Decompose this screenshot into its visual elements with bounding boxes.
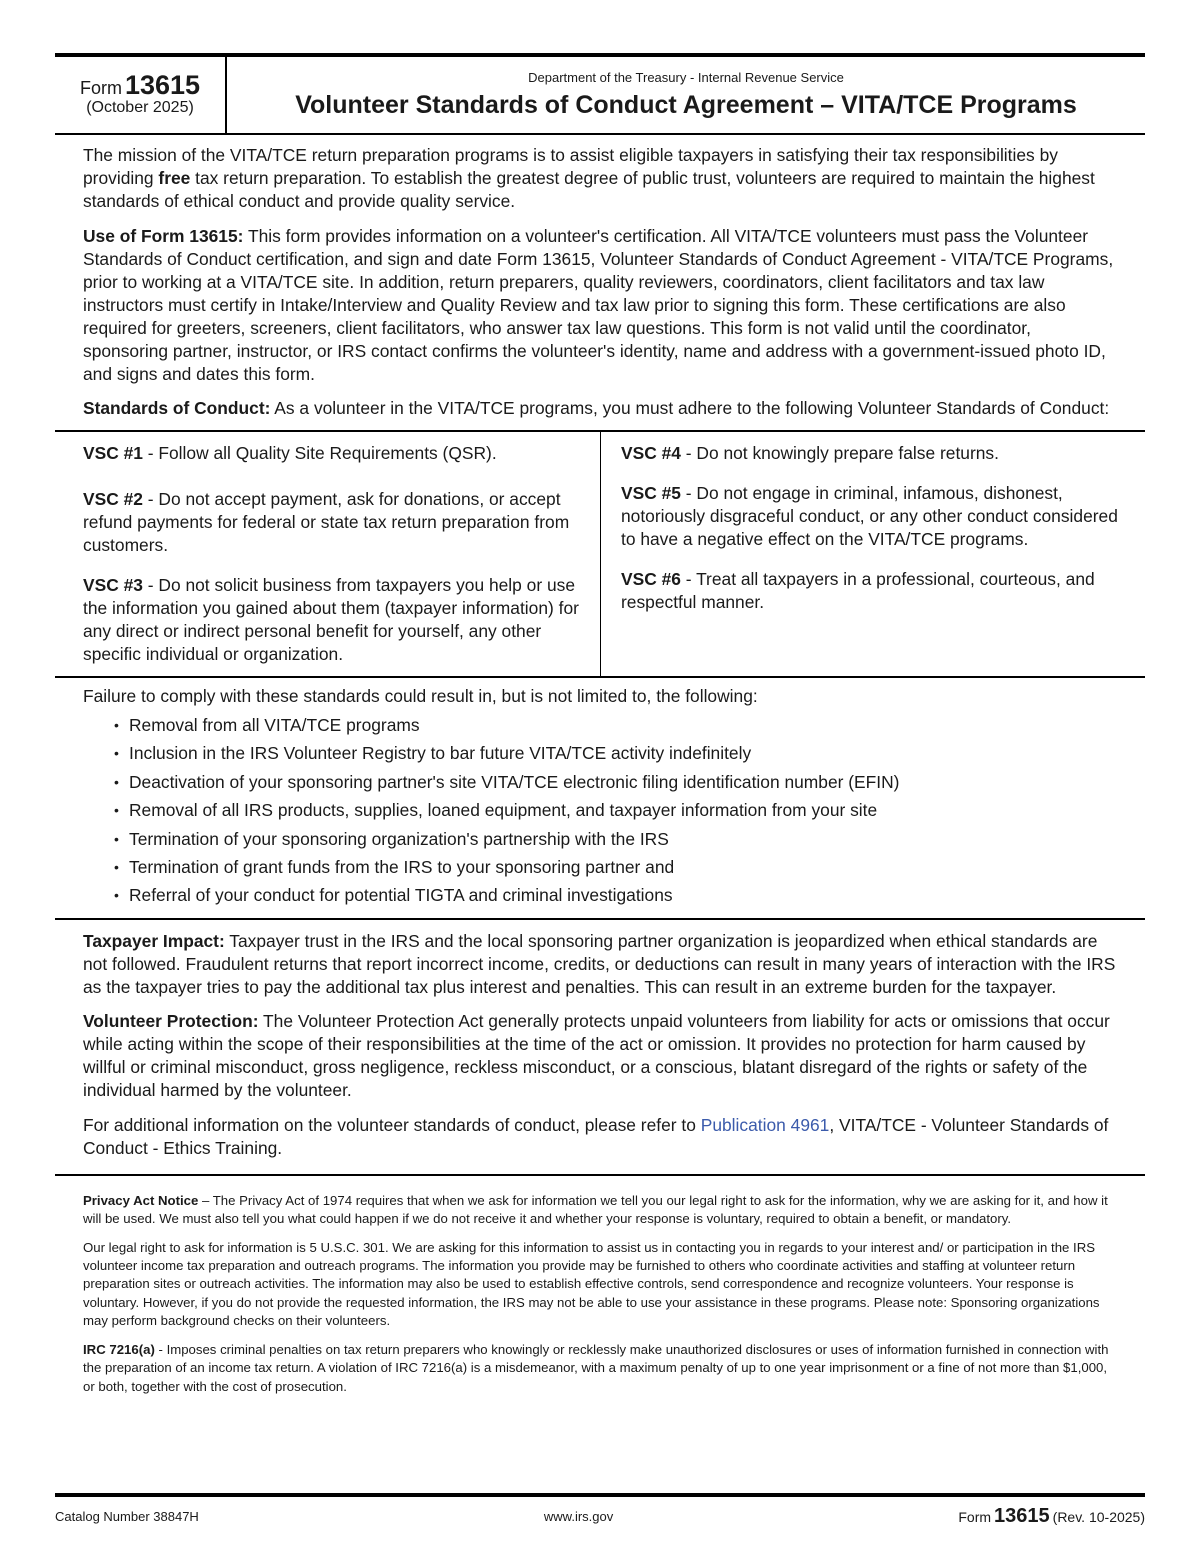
vsc-5-text: - Do not engage in criminal, infamous, dishonest, notoriously disgraceful conduct, or any other conduct considered to have a negative effect on the VITA/TCE programs.	[621, 483, 1118, 549]
form-number-line	[79, 69, 201, 100]
vsc-1-text: - Follow all Quality Site Requirements (QSR).	[142, 443, 497, 463]
privacy-notice-text: – The Privacy Act of 1974 requires that when we ask for information we tell you our legal right to ask for the information, why we are asking for it, and how it will be used. We must also tell you what could happen if we do not receive it and whether your response is voluntary, required to obtain a benefit, or mandatory.	[83, 1192, 1108, 1227]
vsc-4	[621, 442, 1131, 465]
bullet-icon: •	[114, 745, 119, 762]
failure-item-text: Termination of grant funds from the IRS to your sponsoring partner and	[129, 857, 675, 878]
failure-item-text: Termination of your sponsoring organization's partnership with the IRS	[129, 828, 669, 849]
list-item	[114, 796, 1117, 824]
vsc-3-text: - Do not solicit business from taxpayers you help or use the information you gained about them (taxpayer information) for any direct or indirect personal benefit for yourself, any other specific individual or organization.	[83, 575, 579, 664]
list-item	[114, 768, 1117, 796]
intro-section	[55, 135, 1145, 420]
standards-text: As a volunteer in the VITA/TCE programs, you must adhere to the following Volunteer Standards of Conduct:	[270, 398, 1110, 418]
form-date: (October 2025)	[86, 98, 194, 116]
vsc-3	[83, 574, 586, 666]
irc-7216-label: IRC 7216(a)	[83, 1341, 155, 1357]
use-paragraph	[83, 225, 1117, 386]
vsc-3-label: VSC #3	[83, 575, 143, 595]
vsc-6-label: VSC #6	[621, 569, 681, 589]
footer-form-label: Form	[958, 1509, 992, 1525]
failure-item-text: Referral of your conduct for potential TIGTA and criminal investigations	[129, 885, 673, 906]
vsc-4-text: - Do not knowingly prepare false returns.	[680, 443, 999, 463]
form-header	[55, 57, 1145, 135]
footer-revision: (Rev. 10-2025)	[1052, 1509, 1145, 1525]
form-title-box	[227, 57, 1145, 133]
impact-section	[55, 920, 1145, 1174]
taxpayer-impact-paragraph	[83, 930, 1117, 999]
form-id-box	[55, 57, 227, 133]
list-item	[114, 711, 1117, 739]
form-label: Form	[79, 77, 122, 98]
legal-right-paragraph: Our legal right to ask for information is 5 U.S.C. 301. We are asking for this information to assist us in contacting you in regards to your interest and/ or participation in the IRS volunteer income tax preparation and outreach programs. The information you provide may be furnished to others who coordinate activities and staffing at volunteer return preparation sites or outreach activities. The information may also be used to establish effective controls, send correspondence and recognize volunteers. Your response is voluntary. However, if you do not provide the requested information, the IRS may not be able to use your assistance in these programs. Please note: Sponsoring organizations may perform background checks on their volunteers.	[83, 1239, 1100, 1329]
publication-4961-link[interactable]: Publication 4961	[700, 1114, 830, 1135]
taxpayer-impact-label: Taxpayer Impact:	[83, 930, 225, 951]
volunteer-protection-paragraph	[83, 1010, 1117, 1102]
additional-info-paragraph	[83, 1114, 1117, 1160]
vsc-left-column	[55, 432, 601, 676]
vsc-2-label: VSC #2	[83, 489, 143, 509]
bullet-icon: •	[114, 830, 119, 847]
standards-label: Standards of Conduct:	[83, 398, 271, 418]
form-footer	[55, 1493, 1145, 1528]
vsc-6	[621, 568, 1131, 614]
failure-item-text: Inclusion in the IRS Volunteer Registry to bar future VITA/TCE activity indefinitely	[129, 743, 752, 764]
irs-website-link[interactable]: www.irs.gov	[543, 1509, 614, 1524]
privacy-section	[55, 1176, 1145, 1396]
failure-lead: Failure to comply with these standards could result in, but is not limited to, the following:	[83, 686, 758, 706]
vsc-5	[621, 482, 1131, 551]
vsc-right-column	[601, 432, 1145, 676]
volunteer-protection-text: The Volunteer Protection Act generally protects unpaid volunteers from liability for acts or omissions that occur while acting within the scope of their responsibilities at the time of the act or omission. It provides no protection for harm caused by willful or criminal misconduct, gross negligence, reckless misconduct, or a conscious, blatant disregard of the rights or safety of the individual harmed by the volunteer.	[83, 1010, 1110, 1100]
list-item	[114, 739, 1117, 767]
mission-text-b: tax return preparation. To establish the greatest degree of public trust, volunteers are required to maintain the highest standards of ethical conduct and provide quality service.	[83, 168, 1095, 211]
failure-item-text: Deactivation of your sponsoring partner's site VITA/TCE electronic filing identification number (EFIN)	[129, 771, 900, 792]
vsc-4-label: VSC #4	[621, 443, 681, 463]
bullet-icon: •	[114, 717, 119, 733]
failure-item-text: Removal of all IRS products, supplies, loaned equipment, and taxpayer information from your site	[129, 800, 878, 821]
mission-paragraph	[83, 144, 1117, 213]
form-number: 13615	[124, 69, 201, 100]
standards-paragraph	[83, 397, 1117, 420]
additional-text-b: , VITA/TCE - Volunteer Standards of Conduct - Ethics Training.	[83, 1114, 1109, 1158]
taxpayer-impact-text: Taxpayer trust in the IRS and the local sponsoring partner organization is jeopardized when ethical standards are not followed. Fraudulent returns that report incorrect income, credits, or deductions can result in many years of interaction with the IRS as the taxpayer tries to pay the additional tax plus interest and penalties. This can result in an extreme burden for the taxpayer.	[83, 930, 1116, 997]
vsc-1	[83, 442, 586, 465]
bullet-icon: •	[114, 802, 119, 819]
use-label: Use of Form 13615:	[83, 226, 244, 246]
vsc-5-label: VSC #5	[621, 483, 681, 503]
vsc-2-text: - Do not accept payment, ask for donations, or accept refund payments for federal or state tax return preparation from customers.	[83, 489, 570, 555]
list-item	[114, 825, 1117, 853]
additional-text-a: For additional information on the volunteer standards of conduct, please refer to	[83, 1114, 701, 1135]
volunteer-protection-label: Volunteer Protection:	[83, 1010, 259, 1031]
vsc-table	[55, 430, 1145, 678]
use-text: This form provides information on a volunteer's certification. All VITA/TCE volunteers must pass the Volunteer Standards of Conduct certification, and sign and date Form 13615, Volunteer Standards of Conduct Agreement - VITA/TCE Programs, prior to working at a VITA/TCE site. In addition, return preparers, quality reviewers, coordinators, client facilitators and tax law instructors must certify in Intake/Interview and Quality Review and tax law prior to signing this form. These certifications are also required for greeters, screeners, client facilitators, who answer tax law questions. This form is not valid until the coordinator, sponsoring partner, instructor, or IRS contact confirms the volunteer's identity, name and address with a government-issued photo ID, and signs and dates this form.	[83, 226, 1114, 384]
failure-list	[83, 711, 1117, 910]
catalog-number: Catalog Number 38847H	[55, 1509, 199, 1524]
mission-free: free	[158, 168, 191, 188]
bullet-icon: •	[114, 859, 119, 876]
failure-item-text: Removal from all VITA/TCE programs	[129, 715, 420, 735]
mission-text-a: The mission of the VITA/TCE return preparation programs is to assist eligible taxpayers in satisfying their tax responsibilities by providing	[83, 145, 1058, 188]
privacy-notice	[83, 1192, 1117, 1229]
vsc-6-text: - Treat all taxpayers in a professional, courteous, and respectful manner.	[621, 569, 1095, 612]
form-title: Volunteer Standards of Conduct Agreement – VITA/TCE Programs	[295, 91, 1077, 119]
footer-form-id	[958, 1505, 1145, 1528]
failure-section	[55, 678, 1145, 918]
bullet-icon: •	[114, 887, 119, 904]
list-item	[114, 853, 1117, 881]
vsc-2	[83, 488, 586, 557]
bullet-icon: •	[114, 773, 119, 790]
form-page	[55, 53, 1145, 1396]
vsc-1-label: VSC #1	[83, 443, 143, 463]
list-item	[114, 881, 1117, 909]
irc-7216-paragraph	[83, 1341, 1117, 1396]
footer-form-number: 13615	[994, 1505, 1050, 1527]
agency-name: Department of the Treasury - Internal Revenue Service	[528, 70, 844, 85]
irc-7216-text: - Imposes criminal penalties on tax return preparers who knowingly or recklessly make unauthorized disclosures or uses of information furnished in connection with the preparation of an income tax return. A violation of IRC 7216(a) is a misdemeanor, with a maximum penalty of up to one year imprisonment or a fine of not more than $1,000, or both, together with the cost of prosecution.	[83, 1341, 1109, 1394]
privacy-notice-label: Privacy Act Notice	[83, 1192, 199, 1208]
